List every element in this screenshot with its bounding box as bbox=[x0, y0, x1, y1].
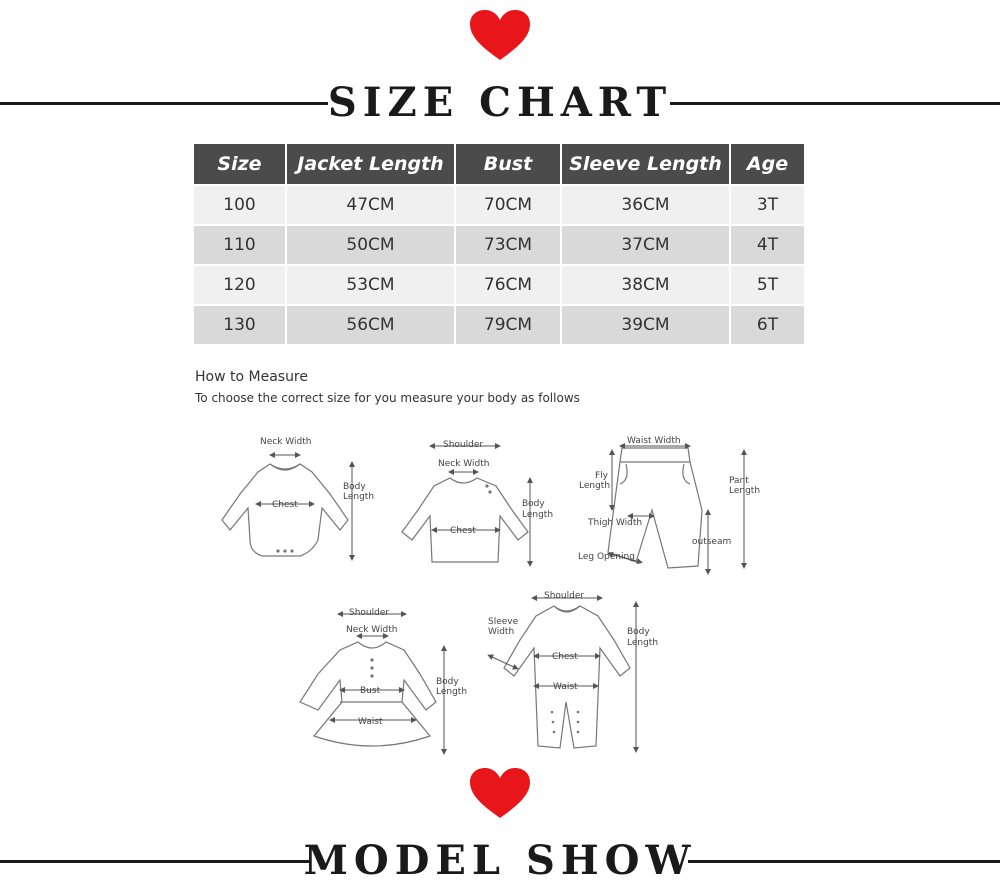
chest-label: Chest bbox=[552, 652, 578, 662]
svg-text:Length: Length bbox=[579, 481, 611, 491]
neck-width-label: Neck Width bbox=[346, 625, 398, 635]
table-cell: 37CM bbox=[561, 225, 730, 265]
table-cell: 39CM bbox=[561, 305, 730, 344]
bust-label: Bust bbox=[360, 686, 381, 696]
column-header: Size bbox=[194, 144, 286, 185]
romper-outline bbox=[504, 606, 630, 748]
column-header: Age bbox=[730, 144, 804, 185]
table-cell: 47CM bbox=[286, 185, 455, 225]
model-show-heading: MODEL SHOW bbox=[303, 837, 697, 884]
table-cell: 73CM bbox=[455, 225, 561, 265]
table-cell: 5T bbox=[730, 265, 804, 305]
table-cell: 38CM bbox=[561, 265, 730, 305]
how-to-measure-subtitle: To choose the correct size for you measure your body as follows bbox=[195, 391, 580, 405]
table-cell: 100 bbox=[194, 185, 286, 225]
shoulder-label: Shoulder bbox=[443, 440, 484, 450]
chest-label: Chest bbox=[450, 526, 476, 536]
table-cell: 36CM bbox=[561, 185, 730, 225]
table-cell: 120 bbox=[194, 265, 286, 305]
svg-text:Length: Length bbox=[343, 492, 375, 502]
column-header: Jacket Length bbox=[286, 144, 455, 185]
svg-text:Length: Length bbox=[436, 687, 468, 697]
shoulder-label: Shoulder bbox=[544, 591, 585, 601]
sleeve-width-label: Sleeve bbox=[488, 617, 519, 627]
table-cell: 4T bbox=[730, 225, 804, 265]
romper-diagram bbox=[488, 591, 658, 750]
svg-text:Length: Length bbox=[627, 638, 659, 648]
bodysuit-collar bbox=[270, 464, 300, 469]
table-cell: 76CM bbox=[455, 265, 561, 305]
heart-icon bbox=[470, 768, 530, 820]
fly-length-label: Fly bbox=[595, 471, 609, 481]
pant-length-label: Pant bbox=[729, 476, 749, 486]
svg-text:Length: Length bbox=[729, 486, 761, 496]
shirt-diagram bbox=[402, 440, 553, 564]
body-length-label: Body bbox=[436, 677, 459, 687]
table-cell: 50CM bbox=[286, 225, 455, 265]
table-cell: 70CM bbox=[455, 185, 561, 225]
waist-label: Waist bbox=[358, 717, 383, 727]
pants-diagram bbox=[578, 436, 760, 572]
pants-outline bbox=[608, 448, 702, 568]
chest-label: Chest bbox=[272, 500, 298, 510]
waist-label: Waist bbox=[553, 682, 578, 692]
size-chart-heading: SIZE CHART bbox=[327, 79, 673, 126]
body-length-label: Body bbox=[627, 627, 650, 637]
outseam-label: outseam bbox=[692, 537, 732, 547]
table-cell: 110 bbox=[194, 225, 286, 265]
table-cell: 130 bbox=[194, 305, 286, 344]
dress-diagram bbox=[300, 608, 467, 752]
table-cell: 3T bbox=[730, 185, 804, 225]
table-cell: 56CM bbox=[286, 305, 455, 344]
body-length-label: Body bbox=[522, 499, 545, 509]
thigh-width-label: Thigh Width bbox=[588, 518, 643, 528]
neck-width-label: Neck Width bbox=[438, 459, 490, 469]
shoulder-label: Shoulder bbox=[349, 608, 390, 618]
waist-width-label: Waist Width bbox=[627, 436, 681, 446]
column-header: Sleeve Length bbox=[561, 144, 730, 185]
leg-opening-label: Leg Opening bbox=[578, 552, 635, 562]
model-show-banner bbox=[0, 836, 1000, 886]
column-header: Bust bbox=[455, 144, 561, 185]
table-cell: 6T bbox=[730, 305, 804, 344]
neck-width-label: Neck Width bbox=[260, 437, 312, 447]
bodysuit-outline bbox=[222, 464, 348, 556]
svg-text:Width: Width bbox=[488, 627, 515, 637]
table-cell: 53CM bbox=[286, 265, 455, 305]
bodysuit-diagram bbox=[222, 437, 374, 558]
svg-text:Length: Length bbox=[522, 510, 554, 520]
shirt-outline bbox=[402, 478, 528, 562]
how-to-measure-heading: How to Measure bbox=[195, 369, 308, 385]
body-length-label: Body bbox=[343, 482, 366, 492]
table-cell: 79CM bbox=[455, 305, 561, 344]
